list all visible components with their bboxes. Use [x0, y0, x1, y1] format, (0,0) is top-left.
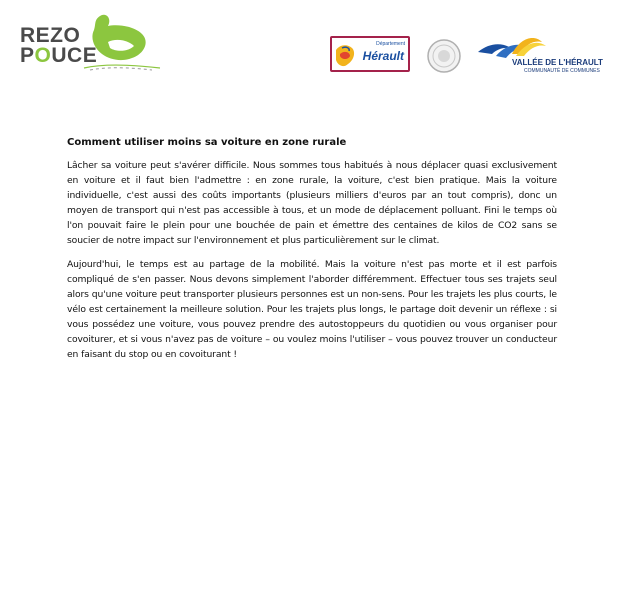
- vallee-subtitle: COMMUNAUTÉ DE COMMUNES: [524, 68, 600, 74]
- vallee-de-l-herault-logo: [476, 36, 616, 80]
- document-title: Comment utiliser moins sa voiture en zone rurale: [67, 137, 347, 148]
- rezo-pouce-wordmark: [20, 26, 97, 66]
- seal-logo-icon: [426, 38, 462, 74]
- pouce-line: POUCE: [20, 44, 98, 67]
- paragraph-2: Aujourd'hui, le temps est au partage de la mobilité. Mais la voiture n'est pas morte et il est parfois compliqué de s'en passer. Nous devons simplement l'aborder différemment. Effectuer tous ses trajets seul alors qu'une voiture peut transporter plusieurs personnes est un non-sens. Pour les trajets les plus courts, le vélo est certainement la meilleure solution. Pour les trajets plus longs, le partage doit devenir un réflexe : si vous possédez une voiture, vous pouvez prendre des autostoppeurs du quotidien ou vous organiser pour covoiturer, et si vous n'avez pas de voiture – ou voulez moins l'utiliser – vous pouvez trouver un conducteur en faisant du stop ou en covoiturant !: [67, 259, 557, 360]
- document-body: [67, 137, 557, 371]
- herault-emblem-icon: [334, 42, 358, 70]
- rezo-pouce-logo: [20, 12, 160, 74]
- herault-department-logo: [330, 36, 410, 72]
- herault-name: Hérault: [362, 49, 404, 63]
- page-header: [0, 0, 625, 90]
- herault-department-label: Département: [376, 41, 405, 47]
- rezo-line: REZO: [20, 24, 81, 47]
- vallee-name: VALLÉE DE L'HÉRAULT: [512, 58, 603, 67]
- paragraph-1: Lâcher sa voiture peut s'avérer difficile. Nous sommes tous habitués à nous déplacer quasi exclusivement en voiture et il faut bien l'admettre : en zone rurale, la voiture, c'est bien pratique. Mais la voiture individuelle, c'est aussi des coûts importants (plusieurs milliers d'euros par an tout compris), donc un moyen de transport qui n'est pas accessible à tous, et un mode de déplacement polluant. Fini le temps où l'on pouvait faire le plein pour une bouchée de pain et émettre des centaines de kilos de CO2 sans se soucier de notre impact sur l'environnement et plus particulièrement sur le climat.: [67, 160, 557, 246]
